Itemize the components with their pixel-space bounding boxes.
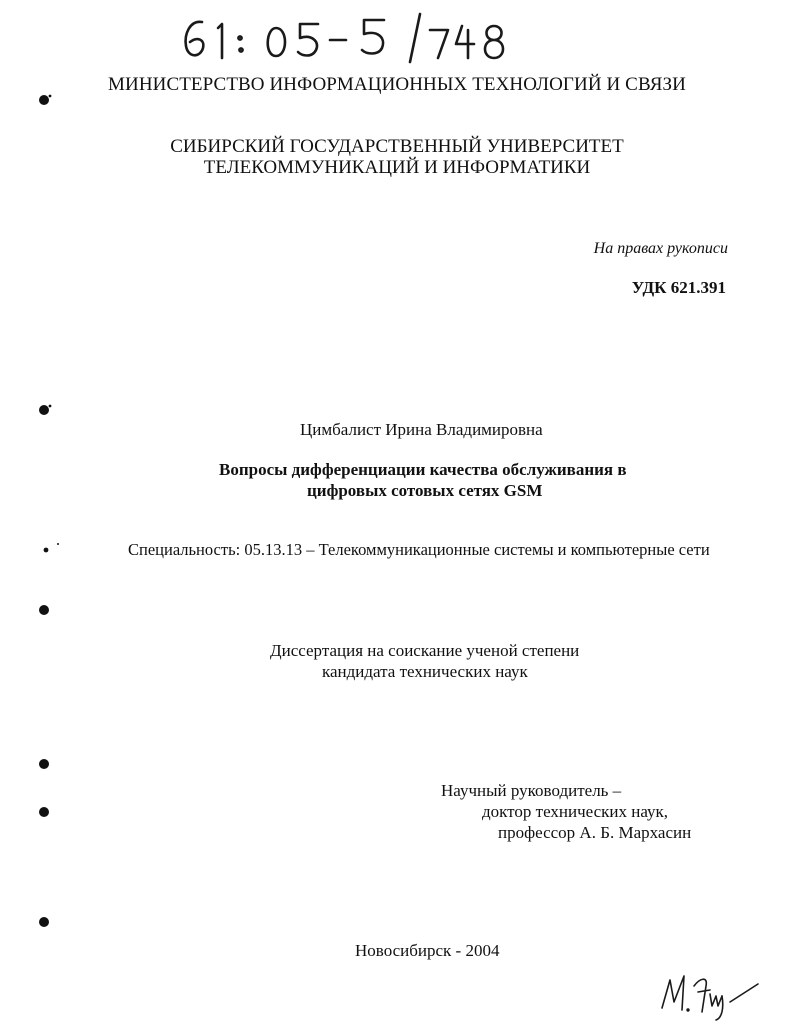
dissertation-title-line2: цифровых сотовых сетях GSM [307, 481, 543, 500]
degree-line2: кандидата технических наук [322, 662, 528, 681]
supervisor-label: Научный руководитель – [441, 781, 622, 800]
ministry-name: МИНИСТЕРСТВО ИНФОРМАЦИОННЫХ ТЕХНОЛОГИЙ И СВЯЗИ [108, 74, 686, 95]
manuscript-rights-note: На правах рукописи [593, 240, 728, 257]
author-signature [650, 962, 770, 1022]
punch-mark-3 [0, 538, 60, 562]
author-name: Цимбалист Ирина Владимировна [300, 420, 543, 439]
punch-mark-6 [0, 800, 60, 824]
handwritten-archive-number [0, 0, 794, 70]
punch-mark-7 [0, 910, 60, 934]
degree-line1: Диссертация на соискание ученой степени [270, 641, 580, 660]
punch-mark-2 [0, 398, 60, 422]
dissertation-title-line1: Вопросы дифференциации качества обслуживания в [219, 460, 627, 479]
udk-code: УДК 621.391 [631, 278, 726, 297]
city-year: Новосибирск - 2004 [355, 941, 500, 960]
supervisor-name: профессор А. Б. Мархасин [498, 823, 692, 842]
specialty-code: 05.13.13 [244, 540, 303, 559]
specialty-label: Специальность: [128, 540, 241, 559]
punch-mark-5 [0, 752, 60, 776]
specialty-line [128, 540, 710, 560]
specialty-name: – Телекоммуникационные системы и компьютерные сети [306, 540, 710, 559]
university-name-line1: СИБИРСКИЙ ГОСУДАРСТВЕННЫЙ УНИВЕРСИТЕТ [170, 136, 624, 157]
supervisor-degree: доктор технических наук, [482, 802, 669, 821]
university-name-line2: ТЕЛЕКОММУНИКАЦИЙ И ИНФОРМАТИКИ [203, 157, 591, 178]
punch-mark-4 [0, 598, 60, 622]
